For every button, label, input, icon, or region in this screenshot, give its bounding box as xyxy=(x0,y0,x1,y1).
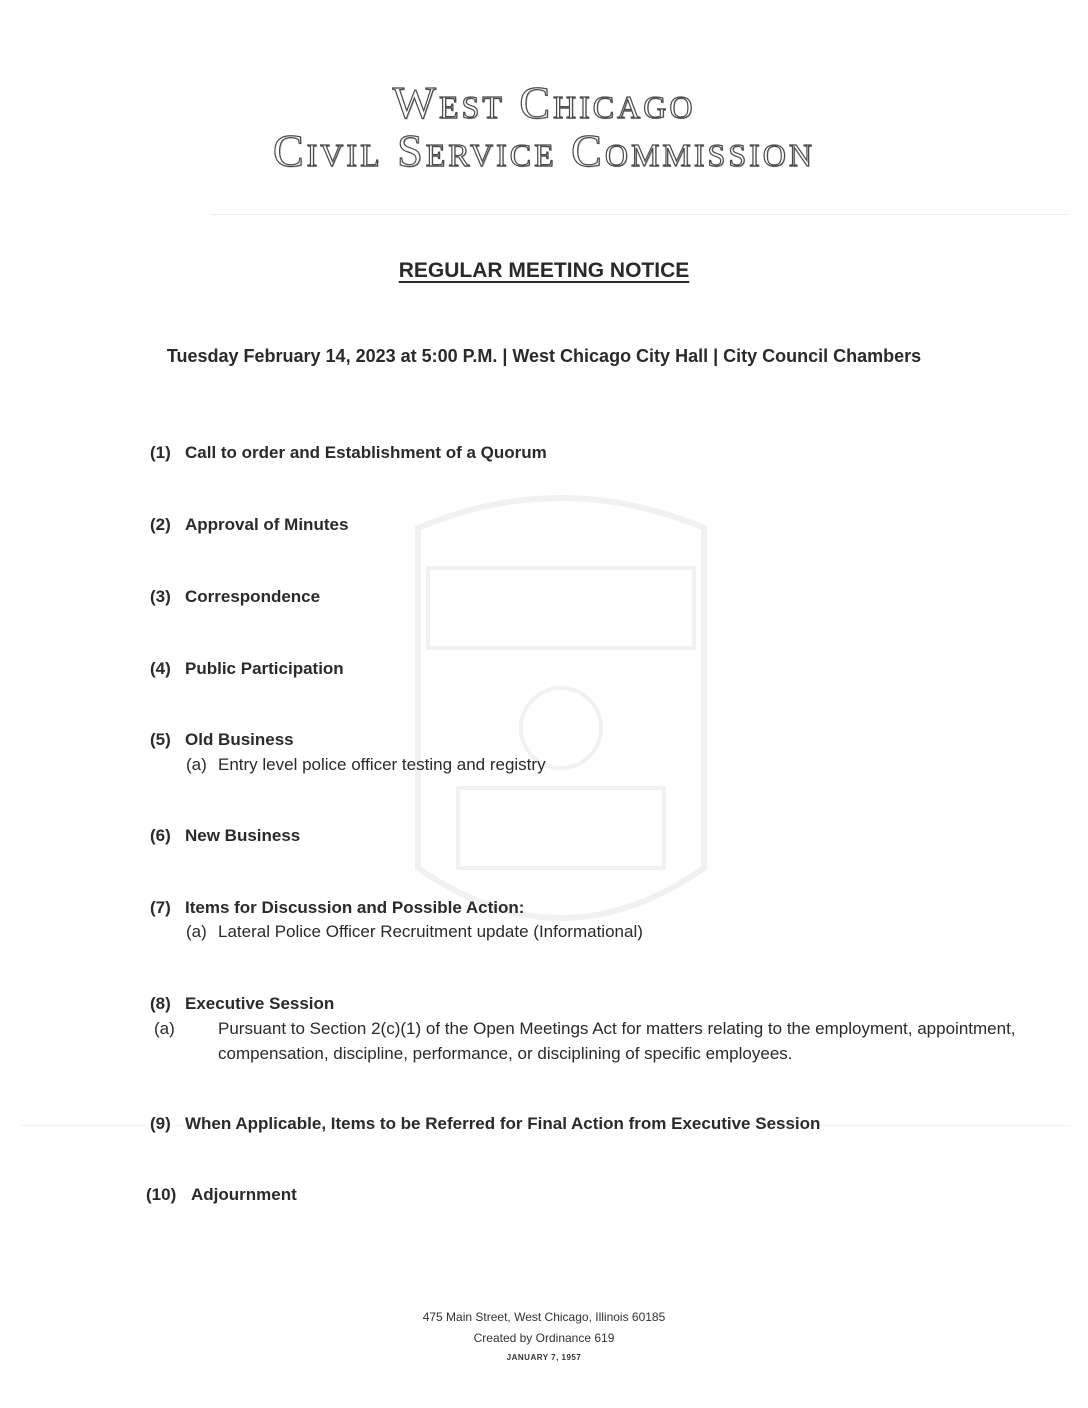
agenda-item-3: (3) Correspondence xyxy=(150,587,321,606)
footer-date: JANUARY 7, 1957 xyxy=(506,1353,582,1362)
agenda-item-10: (10) Adjournment xyxy=(146,1185,297,1204)
agenda-item-2: (2) Approval of Minutes xyxy=(150,515,349,534)
header-divider xyxy=(210,214,1068,215)
meeting-dateline: Tuesday February 14, 2023 at 5:00 P.M. | West Chicago City Hall | City Council Chambers xyxy=(166,346,922,366)
footer-address: 475 Main Street, West Chicago, Illinois 60185 xyxy=(422,1310,666,1324)
watermark-seal-icon xyxy=(398,468,724,958)
header-title-line2: Civil Service Commission xyxy=(272,125,816,176)
agenda-subitem-8a: (a) Pursuant to Section 2(c)(1) of the Open Meetings Act for matters relating to the employment, appointment, compensation, discipline, performance, or disciplining of specific employees. xyxy=(154,1019,1016,1063)
footer-ordinance: Created by Ordinance 619 xyxy=(473,1331,615,1345)
agenda-item-5: (5) Old Business xyxy=(150,730,294,749)
agenda-item-1: (1) Call to order and Establishment of a Quorum xyxy=(150,443,547,462)
notice-title: REGULAR MEETING NOTICE xyxy=(398,259,690,282)
agenda-item-4: (4) Public Participation xyxy=(150,659,344,678)
agenda-subitem-5a: (a) Entry level police officer testing and registry xyxy=(186,755,546,774)
agenda-item-8: (8) Executive Session xyxy=(150,994,335,1013)
agenda-item-6: (6) New Business xyxy=(150,826,301,845)
agenda-subitem-7a: (a) Lateral Police Officer Recruitment update (Informational) xyxy=(186,922,643,941)
header-title-line1: West Chicago xyxy=(392,77,696,128)
agenda-item-7: (7) Items for Discussion and Possible Action: xyxy=(150,898,525,917)
agenda-item-9: (9) When Applicable, Items to be Referred for Final Action from Executive Session xyxy=(150,1114,821,1133)
